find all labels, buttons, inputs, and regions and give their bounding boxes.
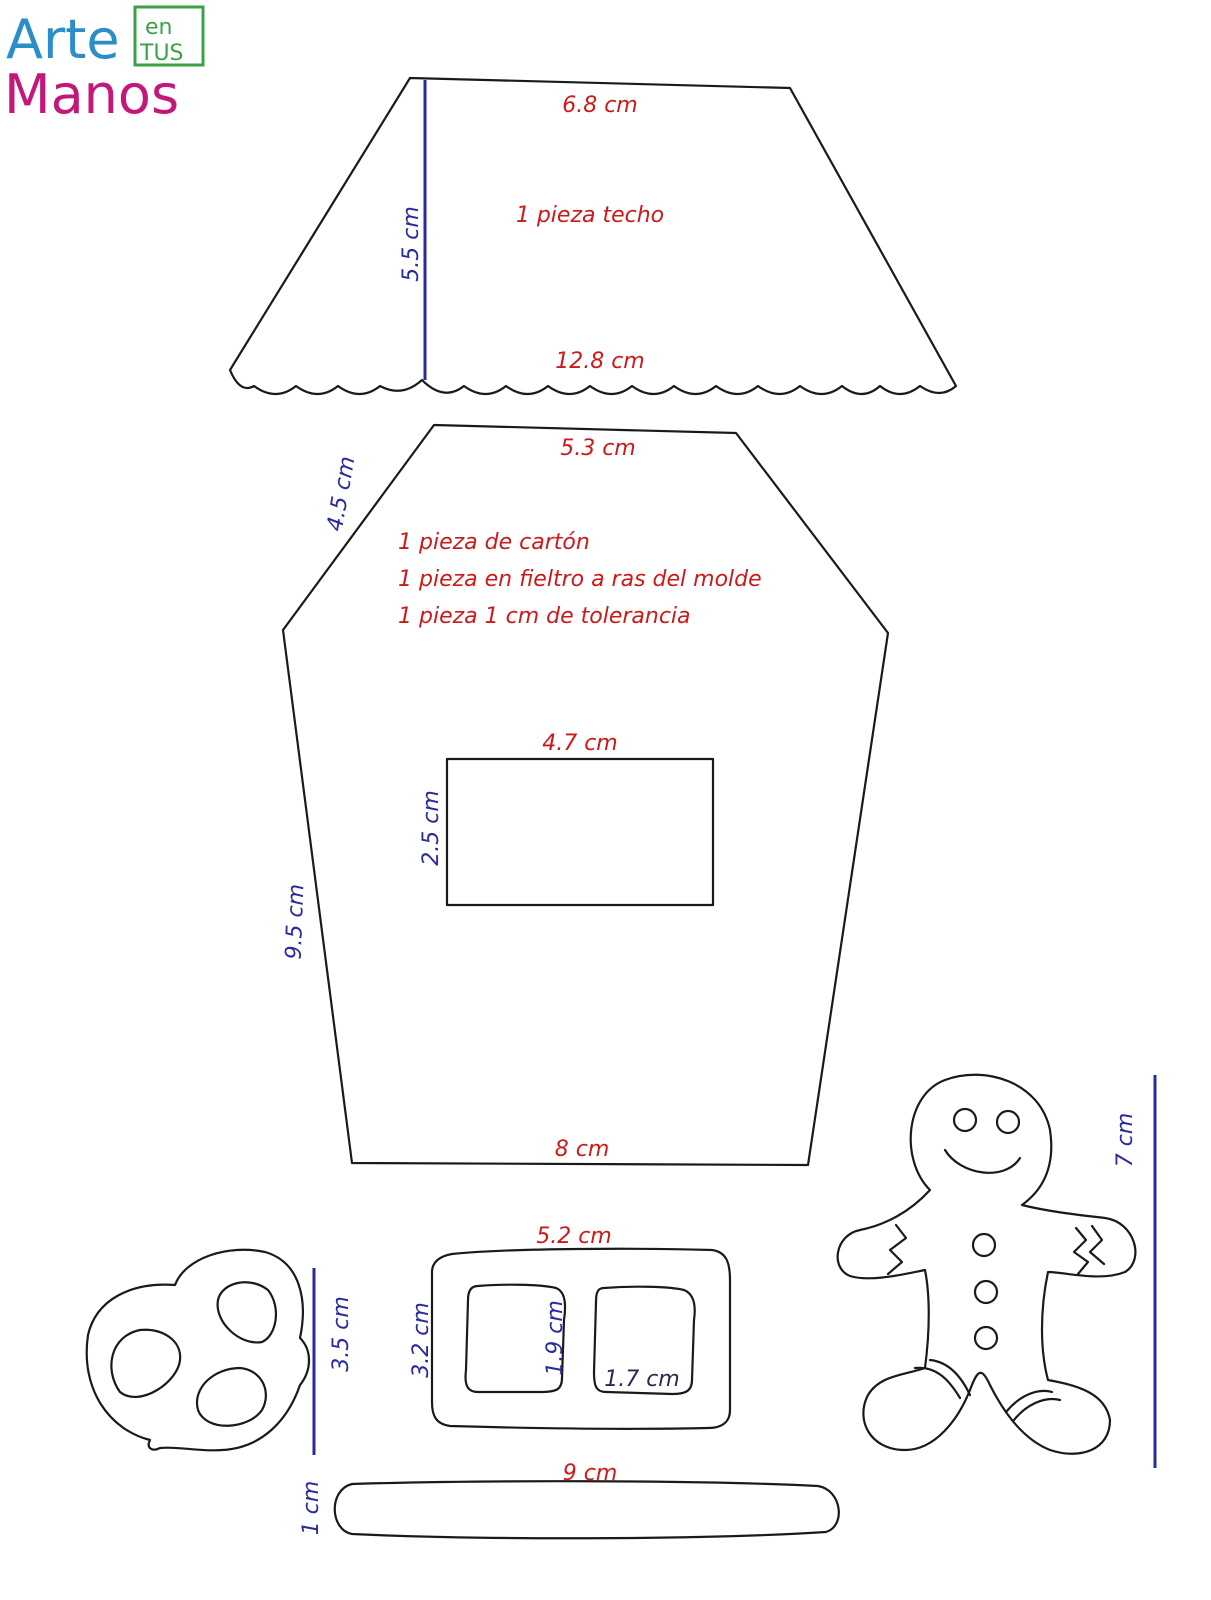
gingerbread-outline — [838, 1075, 1136, 1454]
house-window-width-label: 4.7 cm — [542, 731, 618, 756]
gingerbread-left-arm-icing — [888, 1225, 906, 1274]
stick-height-label: 1 cm — [299, 1480, 324, 1536]
house-window-height-label: 2.5 cm — [419, 790, 444, 866]
house-window-outline — [447, 759, 713, 905]
pretzel-height-label: 3.5 cm — [329, 1296, 354, 1372]
house-top-width-label: 5.3 cm — [560, 436, 636, 461]
pretzel-hole-top — [218, 1282, 276, 1342]
gingerbread-right-eye — [997, 1111, 1019, 1133]
window-frame-piece — [409, 1224, 730, 1429]
roof-top-width-label: 6.8 cm — [562, 93, 638, 118]
gingerbread-right-arm-icing — [1074, 1226, 1104, 1274]
roof-bottom-width-label: 12.8 cm — [555, 349, 645, 374]
gingerbread-right-foot-icing — [1006, 1391, 1060, 1420]
gingerbread-left-foot-icing — [915, 1360, 970, 1398]
logo-arte-text: Arte — [6, 8, 120, 71]
stick-piece — [299, 1461, 839, 1538]
window-frame-height-label: 3.2 cm — [409, 1302, 434, 1378]
house-note-3: 1 pieza 1 cm de tolerancia — [398, 604, 691, 629]
gingerbread-smile — [945, 1150, 1020, 1173]
roof-piece — [230, 78, 956, 394]
logo-manos-text: Manos — [4, 63, 180, 125]
gingerbread-button-2 — [975, 1281, 997, 1303]
pretzel-hole-bottom — [197, 1368, 266, 1426]
window-pane-width-label: 1.7 cm — [604, 1367, 680, 1392]
roof-piece-label: 1 pieza techo — [515, 203, 665, 228]
gingerbread-height-label: 7 cm — [1113, 1112, 1138, 1168]
stick-outline — [335, 1481, 839, 1538]
house-note-2: 1 pieza en fieltro a ras del molde — [398, 567, 762, 592]
gingerbread-left-eye — [954, 1109, 976, 1131]
window-pane-height-label: 1.9 cm — [543, 1300, 568, 1376]
gingerbread-man-piece — [838, 1075, 1155, 1468]
house-bottom-width-label: 8 cm — [554, 1137, 610, 1162]
logo-en-text: en — [145, 15, 173, 40]
gingerbread-button-3 — [975, 1327, 997, 1349]
pretzel-hole-left — [111, 1330, 180, 1397]
house-side-label: 9.5 cm — [281, 883, 310, 960]
house-slant-label: 4.5 cm — [322, 454, 361, 534]
pretzel-piece — [87, 1250, 354, 1455]
house-front-piece — [282, 425, 888, 1165]
window-frame-outer-outline — [432, 1249, 730, 1429]
gingerbread-button-1 — [973, 1234, 995, 1256]
stick-width-label: 9 cm — [562, 1461, 618, 1486]
window-frame-width-label: 5.2 cm — [536, 1224, 612, 1249]
house-note-1: 1 pieza de cartón — [398, 530, 590, 555]
roof-outline — [230, 78, 956, 394]
pretzel-outer-outline — [87, 1250, 309, 1451]
roof-height-label: 5.5 cm — [399, 206, 424, 282]
logo-tus-text: TUS — [140, 41, 184, 66]
